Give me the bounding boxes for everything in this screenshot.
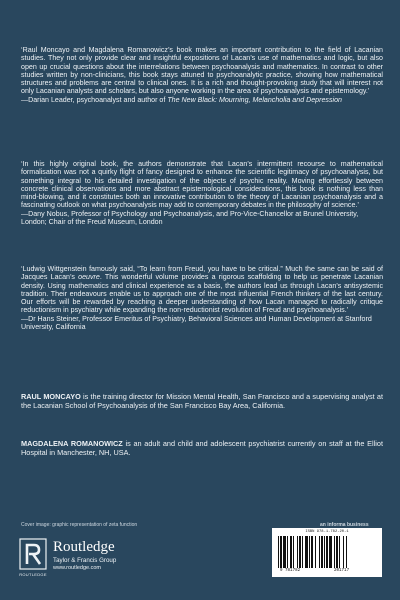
author-bio-text: is an adult and child and adolescent psychiatrist currently on staff at the Elliot Hospital in Manchester, NH, USA. [21, 439, 383, 457]
barcode-digits-right: 201717 [334, 569, 350, 573]
author-bio-text: is the training director for Mission Mental Health, San Francisco and a supervising analyst at the Lacanian School of Psychoanalysis of the San Francisco Bay Area, California. [21, 392, 383, 410]
author-bio-romanowicz [21, 440, 383, 457]
review-quote: ‘In this highly original book, the authors demonstrate that Lacan’s intermittent recourse to mathematical formalisation was not a quirky flight of fancy designed to enhance the scientific legitimacy of psychoanalysis, but something integral to his detailed investigation of the objects of psychic reality. Moving effortlessly between concrete clinical observations and more abstract epistemological considerations, this book is nothing less than mind-blowing, and it constitutes both an innovative contribution to the theory of Lacanian psychoanalysis and a fascinating outlook on what psychoanalysis may add to contemporary debates in the philosophy of science.’ [21, 160, 383, 210]
publisher-name: Routledge [53, 539, 115, 555]
publisher-url: www.routledge.com [53, 565, 101, 571]
informa-tagline: an informa business [320, 522, 369, 528]
cover-image-credit: Cover image: graphic representation of zeta function [21, 522, 138, 528]
isbn-label: ISBN 978-1-782-20-1 [305, 530, 349, 534]
routledge-logo-icon [19, 538, 47, 576]
review-leader [21, 46, 383, 104]
author-name: RAUL MONCAYO [21, 392, 81, 401]
review-quote: ‘Raul Moncayo and Magdalena Romanowicz’s book makes an important contribution to the field of Lacanian studies. They not only provide clear and insightful expositions of Lacan’s use of mathematics and logic, but also open up crucial questions about the interrelations between psychoanalysis and mathematics. In contrast to other studies written by non-clinicians, this book stays attuned to psychoanalytic practice, showing how mathematical structures and problems are central to clinical ones. It is a rich and thought-provoking study that will interest not only Lacanian analysts and scholars, but also anyone working in the area of psychoanalysis and epistemology.’ [21, 46, 383, 96]
publisher-block [19, 538, 179, 578]
publisher-group: Taylor & Francis Group [53, 557, 117, 564]
logo-label: ROUTLEDGE [19, 572, 47, 577]
review-book-title: The New Black: Mourning, Melancholia and Depression [167, 95, 342, 104]
review-quote: ‘Ludwig Wittgenstein famously said, “To learn from Freud, you have to be critical.” Much the same can be said of Jacques Lacan’s oeuvre. This wonderful volume provides a rigorous scaffolding to help us penetrate Lacanian density. Using mathematics and clinical experience as a basis, the authors lead us through Lacan’s antisystemic tradition. Their endeavours enable us to approach one of the most influential French thinkers of the last century. Our efforts will be rewarded by reaching a deeper understanding of how Lacan managed to radically critique reductionism in psychiatry while expanding the non-reductionist revolution of Freud and psychoanalysis.’ [21, 265, 384, 315]
barcode-digits-left: 9 781782 [280, 569, 301, 573]
isbn-barcode [272, 528, 382, 577]
review-attribution: —Darian Leader, psychoanalyst and author of The New Black: Mourning, Melancholia and Depression [21, 95, 342, 104]
author-bio-moncayo [21, 393, 383, 410]
review-attribution: —Dany Nobus, Professor of Psychology and Psychoanalysis, and Pro-Vice-Chancellor at Brunel University, London; Chair of the Freud Museum, London [21, 209, 359, 227]
barcode-bars-icon [278, 536, 376, 568]
review-steiner [21, 265, 383, 331]
review-attribution: —Dr Hans Steiner, Professor Emeritus of Psychiatry, Behavioral Sciences and Human Development at Stanford University, California [21, 314, 372, 332]
author-name: MAGDALENA ROMANOWICZ [21, 439, 123, 448]
review-nobus [21, 160, 383, 226]
